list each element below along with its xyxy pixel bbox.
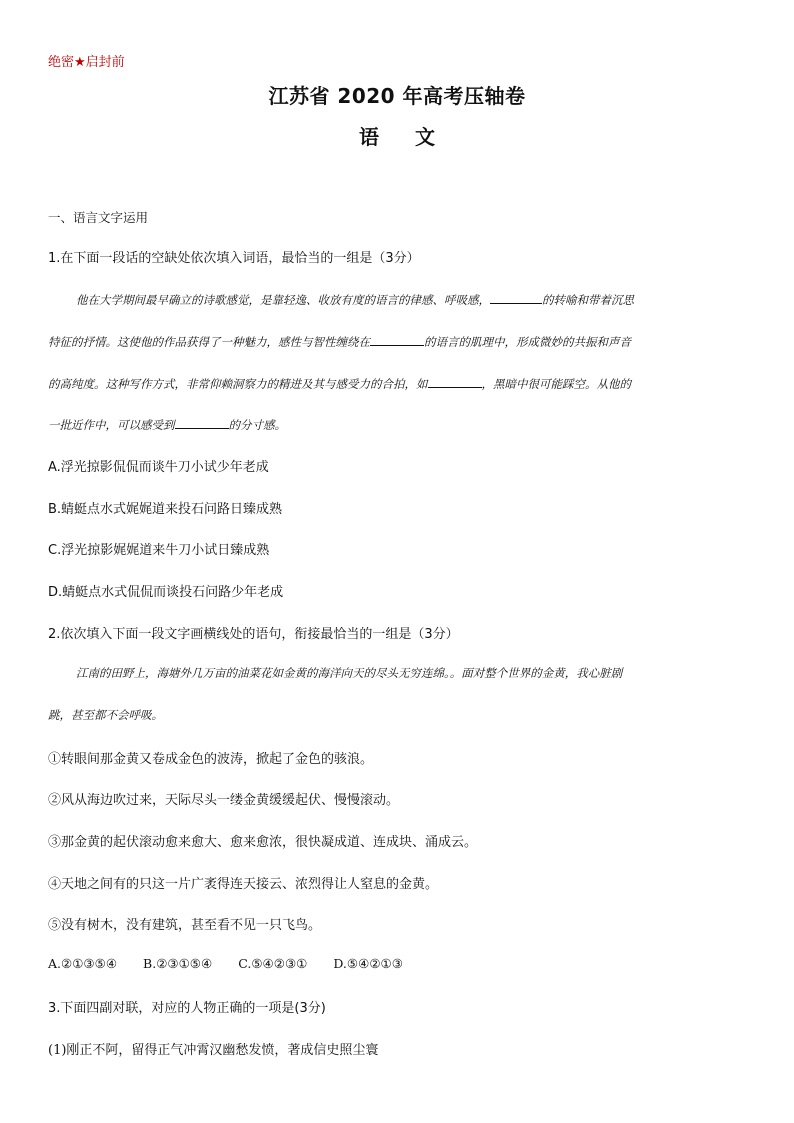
couplet-1: (1)刚正不阿，留得正气冲霄汉幽愁发愤，著成信史照尘寰 (48, 1043, 379, 1058)
section-heading: 一、语言文字运用 (48, 210, 149, 225)
answer-blank (370, 333, 424, 346)
passage-line: 特征的抒情。这使他的作品获得了一种魅力，感性与智性缠绕在 的语言的肌理中，形成微妙的共振和声音 (48, 335, 631, 349)
option-d: D.蜻蜓点水式侃侃而谈投石问路少年老成 (48, 585, 284, 600)
choice-d: D.⑤④②①③ (333, 956, 403, 971)
sentence-3: ③那金黄的起伏滚动愈来愈大、愈来愈浓，很快凝成道、连成块、涌成云。 (48, 835, 478, 850)
before-opening-label: 启封前 (85, 55, 125, 70)
option-c: C.浮光掠影娓娓道来牛刀小试日臻成熟 (48, 543, 270, 558)
subject-char-1: 语 (359, 125, 379, 149)
choice-b: B.②③①⑤④ (143, 956, 213, 971)
answer-blank (428, 375, 482, 388)
passage-line: 江南的田野上，海塘外几万亩的油菜花如金黄的海洋向天的尽头无穷连绵。。面对整个世界的金黄，我心脏剧 (76, 666, 623, 680)
passage-line: 的高纯度。这种写作方式，非常仰赖洞察力的精进及其与感受力的合拍，如 ，黑暗中很可能踩空。从他的 (48, 377, 631, 391)
passage-line: 他在大学期间最早确立的诗歌感觉，是靠轻逸、收放有度的语言的律感、呼吸感， 的转喻和带着沉思 (76, 293, 634, 307)
answer-blank (175, 416, 229, 429)
sentence-1: ①转眼间那金黄又卷成金色的波涛，掀起了金色的骇浪。 (48, 752, 374, 767)
option-a: A.浮光掠影侃侃而谈牛刀小试少年老成 (48, 460, 269, 475)
question-2-prompt: 2.依次填入下面一段文字画横线处的语句，衔接最恰当的一组是（3分） (48, 627, 459, 642)
question-3-prompt: 3.下面四副对联，对应的人物正确的一项是(3分) (48, 1001, 326, 1016)
sentence-5: ⑤没有树木，没有建筑，甚至看不见一只飞鸟。 (48, 918, 322, 933)
secret-label: 绝密 (48, 55, 75, 70)
choice-a: A.②①③⑤④ (48, 956, 118, 971)
sentence-4: ④天地之间有的只这一片广袤得连天接云、浓烈得让人窒息的金黄。 (48, 877, 439, 892)
question-2-choices (48, 956, 429, 971)
option-b: B.蜻蜓点水式娓娓道来投石问路日臻成熟 (48, 502, 283, 517)
exam-title: 江苏省 2020 年高考压轴卷 (268, 84, 526, 108)
confidential-mark (48, 51, 125, 70)
passage-line: 一批近作中，可以感受到 的分寸感。 (48, 418, 286, 432)
choice-c: C.⑤④②③① (238, 956, 308, 971)
passage-line: 跳，甚至都不会呼吸。 (48, 708, 163, 722)
sentence-2: ②风从海边吹过来，天际尽头一缕金黄缓缓起伏、慢慢滚动。 (48, 793, 400, 808)
subject-char-2: 文 (415, 125, 435, 149)
star-icon: ★ (74, 55, 86, 70)
subject-title (0, 121, 794, 150)
answer-blank (490, 291, 542, 304)
question-1-prompt: 1.在下面一段话的空缺处依次填入词语，最恰当的一组是（3分） (48, 251, 420, 266)
